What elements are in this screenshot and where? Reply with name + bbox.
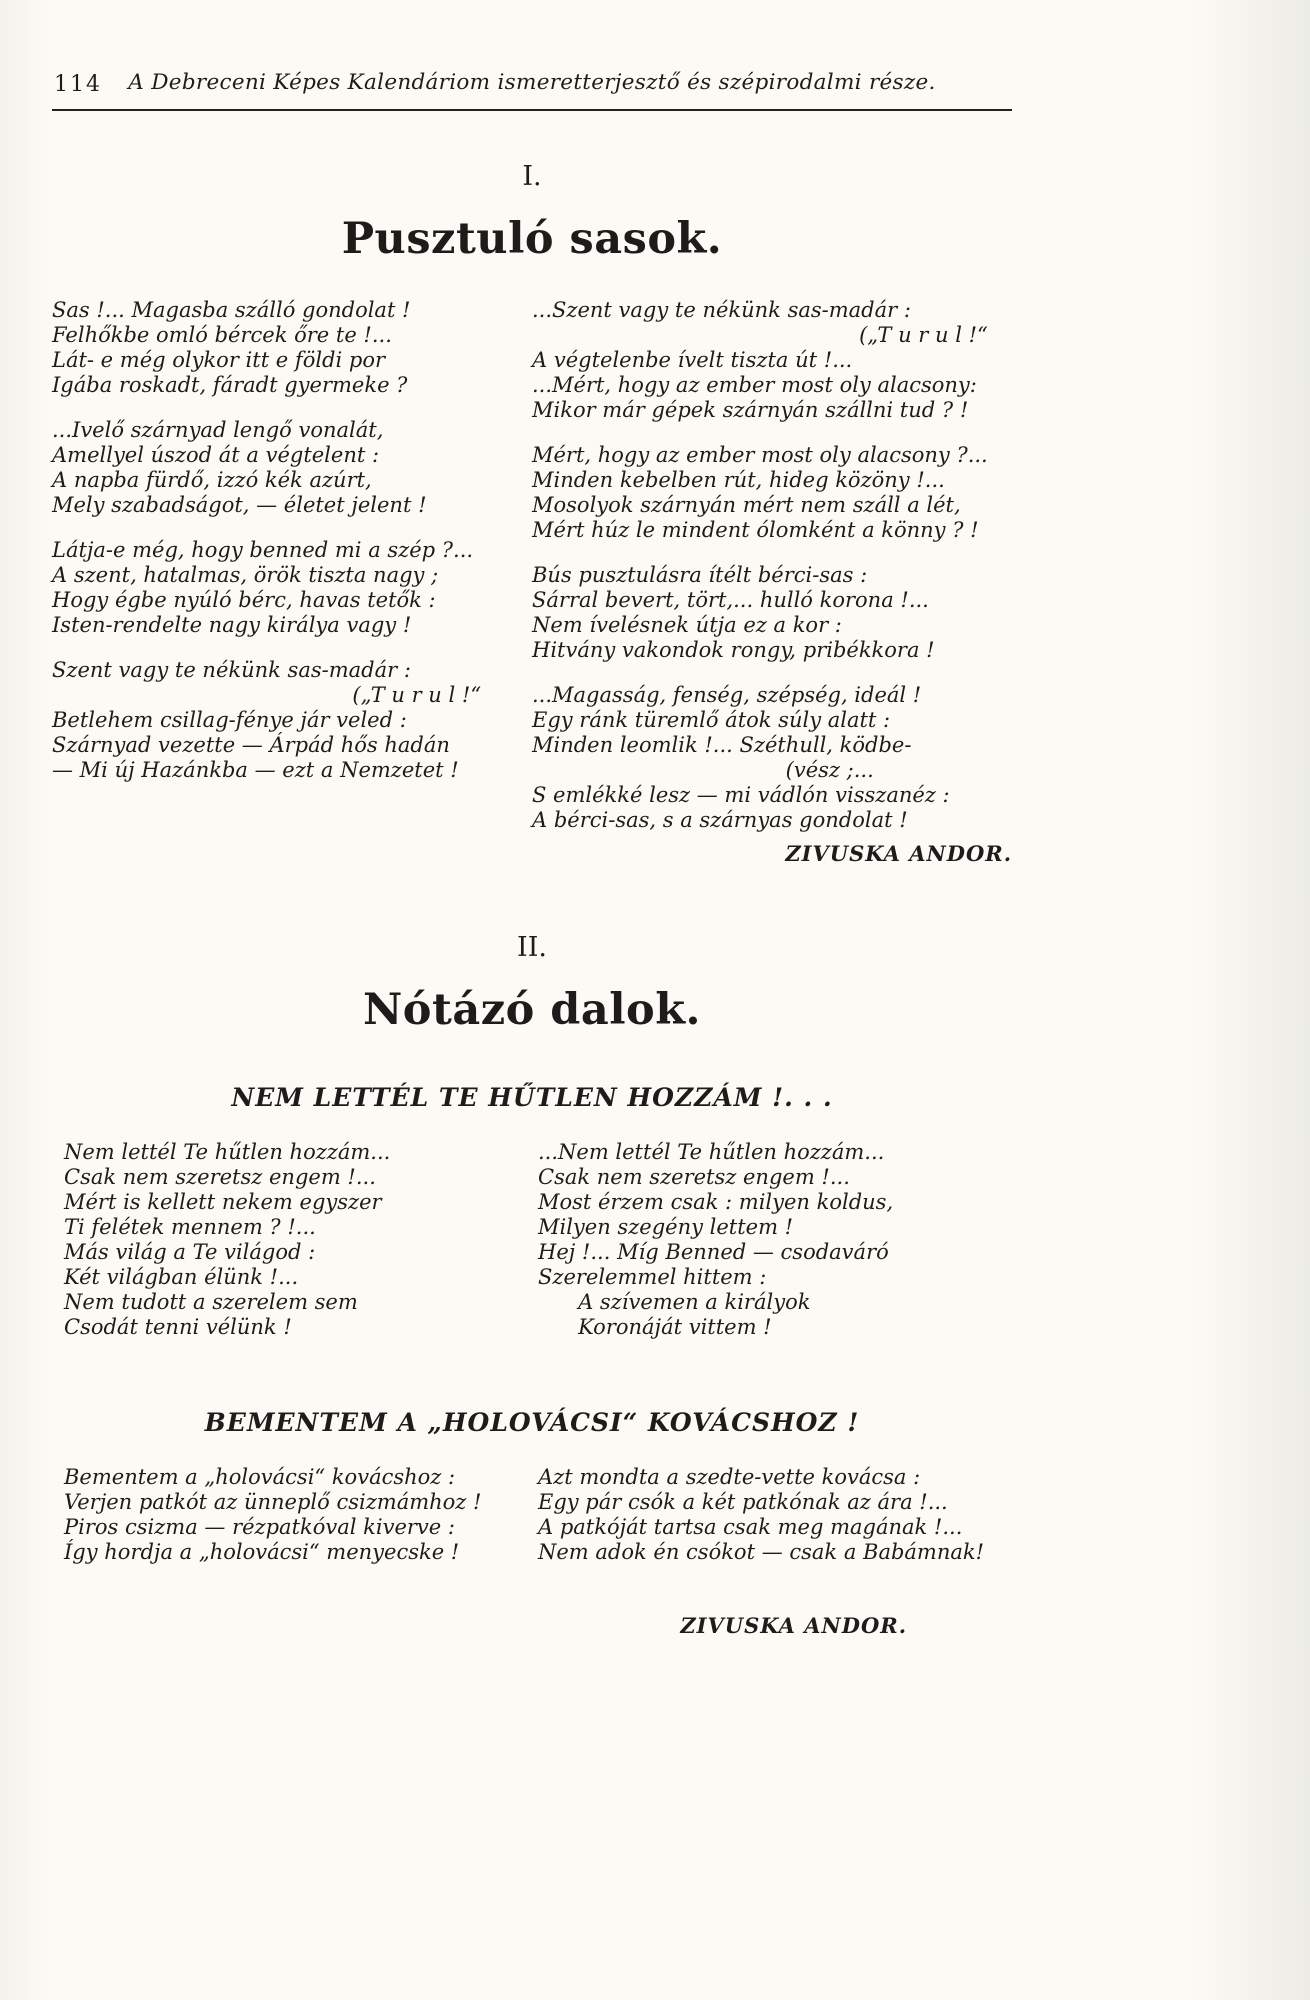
poem-line: A patkóját tartsa csak meg magának !... [538,1515,963,1539]
page-header [52,70,1012,100]
author-signature: ZIVUSKA ANDOR. [785,841,1012,866]
poem-line: Mért húz le mindent ólomként a könny ? ! [532,518,979,542]
poem-line: Mért is kellett nekem egyszer [64,1190,382,1214]
poem-line: Azt mondta a szedte-vette kovácsa : [538,1465,921,1489]
stanza [532,443,1012,543]
poem-line: Igába roskadt, fáradt gyermeke ? [52,373,408,397]
poem-line: Más világ a Te világod : [64,1240,316,1264]
poem-line: Verjen patkót az ünneplő csizmámhoz ! [64,1490,482,1514]
poem-line: Hitvány vakondok rongy, pribékkora ! [532,638,935,662]
poem-line: Szárnyad vezette — Árpád hős hadán [52,733,450,757]
poem-line: Minden leomlik !... Széthull, ködbe- [532,733,912,757]
stanza [52,418,532,518]
song-2-title: BEMENTEM A „HOLOVÁCSI“ KOVÁCSHOZ ! [204,1408,860,1437]
poem-line: Piros csizma — rézpatkóval kiverve : [64,1515,455,1539]
poem-line: Koronáját vittem ! [538,1315,772,1339]
poem-line: Hogy égbe nyúló bérc, havas tetők : [52,588,436,612]
stanza [52,658,532,783]
poem-line: Szent vagy te nékünk sas-madár : [52,658,411,682]
song-1-columns [52,1140,1012,1360]
section-pusztulo-sasok [52,161,1012,866]
song-2-columns [52,1465,1012,1585]
page-number: 114 [54,72,102,97]
poem-line: Látja-e még, hogy benned mi a szép ?... [52,538,474,562]
poem-line: Csodát tenni vélünk ! [64,1315,292,1339]
stanza [52,298,532,398]
poem-line: Egy pár csók a két patkónak az ára !... [538,1490,948,1514]
poem-line: („T u r u l !“ [532,323,988,347]
poem-line: ...Szent vagy te nékünk sas-madár : [532,298,911,322]
section-1-numeral: I. [522,161,542,192]
poem-line: A bérci-sas, s a szárnyas gondolat ! [532,808,908,832]
song-1-column-left [52,1140,538,1340]
poem-line: Két világban élünk !... [64,1265,299,1289]
poem-line: A szívemen a királyok [538,1290,811,1314]
scanned-book-page [52,0,1012,1638]
section-2-title: Nótázó dalok. [363,985,701,1035]
poem-line: ...Ivelő szárnyad lengő vonalát, [52,418,384,442]
poem-line: A szent, hatalmas, örök tiszta nagy ; [52,563,439,587]
poem-line: Ti felétek mennem ? !... [64,1215,316,1239]
poem-line: Bementem a „holovácsi“ kovácshoz : [64,1465,456,1489]
poem-line: Nem tudott a szerelem sem [64,1290,358,1314]
song-2-column-right [538,1465,1012,1585]
poem-line: Nem ívelésnek útja ez a kor : [532,613,842,637]
poem-line: Szerelemmel hittem : [538,1265,767,1289]
running-title: A Debreceni Képes Kalendáriom ismeretterjesztő és szépirodalmi része. [128,70,936,95]
poem-line: Így hordja a „holovácsi“ menyecske ! [64,1540,460,1564]
poem-line: Most érzem csak : milyen koldus, [538,1190,894,1214]
section-2-numeral: II. [517,932,547,963]
section-1-title: Pusztuló sasok. [341,214,723,264]
poem-line: Felhőkbe omló bércek őre te !... [52,323,392,347]
poem-column-right [532,298,1012,833]
poem-line: ...Mért, hogy az ember most oly alacsony: [532,373,977,397]
song-1-column-right [538,1140,1012,1360]
poem-columns [52,298,1012,833]
poem-line: Minden kebelben rút, hideg közöny !... [532,468,945,492]
author-signature-bottom: ZIVUSKA ANDOR. [680,1613,907,1638]
poem-line: Hej !... Míg Benned — csodaváró [538,1240,889,1264]
poem-column-left [52,298,532,833]
poem-line: Bús pusztulásra ítélt bérci-sas : [532,563,868,587]
poem-line: Nem adok én csókot — csak a Babámnak! [538,1540,985,1564]
poem-line: Sárral bevert, tört,... hulló korona !... [532,588,929,612]
song-1-title: NEM LETTÉL TE HŰTLEN HOZZÁM !. . . [231,1083,833,1112]
poem-line: Egy ránk türemlő átok súly alatt : [532,708,891,732]
poem-line: Amellyel úszod át a végtelent : [52,443,380,467]
poem-line: S emlékké lesz — mi vádlón visszanéz : [532,783,950,807]
poem-line: (vész ;... [532,758,874,782]
poem-line: ...Magasság, fenség, szépség, ideál ! [532,683,922,707]
section-notazo-dalok [52,932,1012,1638]
stanza [532,683,1012,833]
poem-line: A végtelenbe ívelt tiszta út !... [532,348,853,372]
poem-line: Lát- e még olykor itt e földi por [52,348,386,372]
stanza [52,538,532,638]
poem-line: Csak nem szeretsz engem !... [538,1165,850,1189]
poem-line: Betlehem csillag-fénye jár veled : [52,708,407,732]
poem-line: — Mi új Hazánkba — ezt a Nemzetet ! [52,758,459,782]
poem-line: A napba fürdő, izzó kék azúrt, [52,468,372,492]
poem-line: Mikor már gépek szárnyán szállni tud ? ! [532,398,969,422]
poem-line: Mosolyok szárnyán mért nem száll a lét, [532,493,961,517]
poem-line: Sas !... Magasba szálló gondolat ! [52,298,411,322]
poem-line: („T u r u l !“ [52,683,482,707]
poem-line: Mely szabadságot, — életet jelent ! [52,493,427,517]
stanza [532,298,1012,423]
header-rule [52,109,1012,111]
poem-line: Milyen szegény lettem ! [538,1215,794,1239]
poem-line: Isten-rendelte nagy királya vagy ! [52,613,412,637]
stanza [532,563,1012,663]
poem-line: ...Nem lettél Te hűtlen hozzám... [538,1140,885,1164]
poem-line: Mért, hogy az ember most oly alacsony ?... [532,443,988,467]
poem-line: Csak nem szeretsz engem !... [64,1165,376,1189]
song-2-column-left [52,1465,538,1565]
poem-line: Nem lettél Te hűtlen hozzám... [64,1140,391,1164]
